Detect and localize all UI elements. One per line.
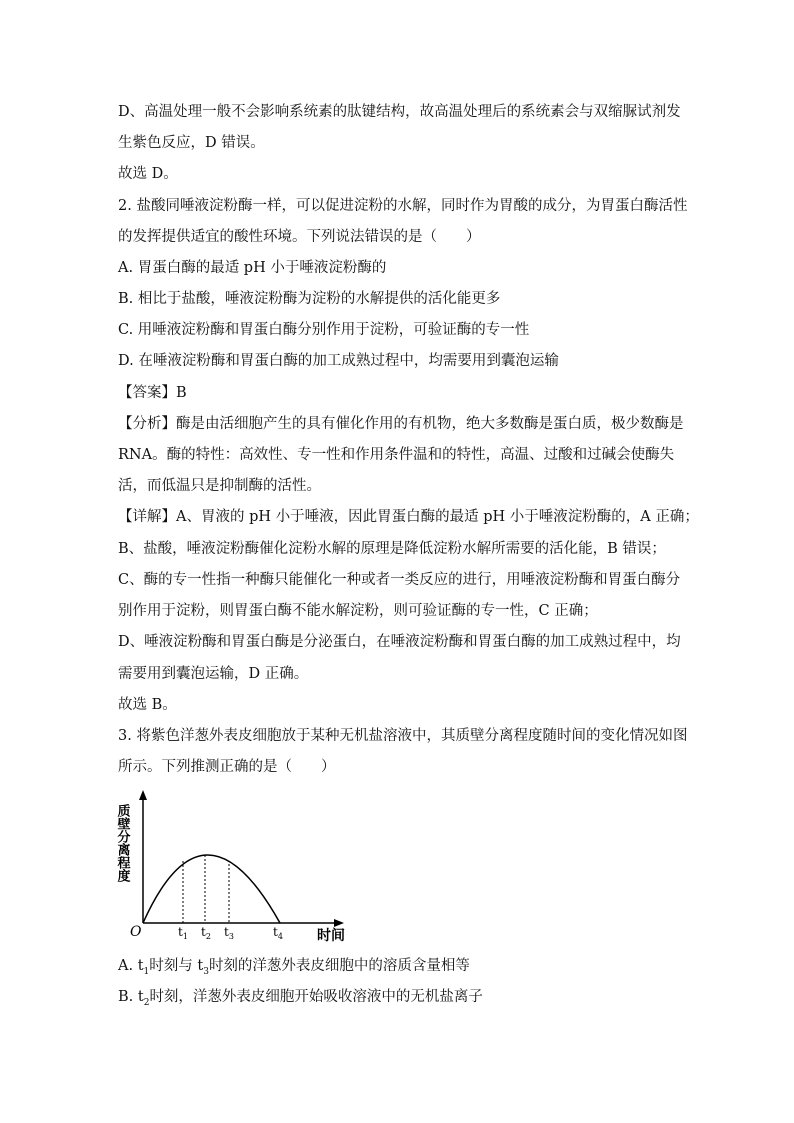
text-line: D、唾液淀粉酶和胃蛋白酶是分泌蛋白，在唾液淀粉酶和胃蛋白酶的加工成熟过程中，均 [118, 634, 681, 650]
tick-t3: $t_3$ [224, 925, 234, 941]
text-line: 生紫色反应，D 错误。 [118, 135, 265, 151]
x-axis-arrow [334, 919, 344, 927]
text-line: 所示。下列推测正确的是（ ） [118, 759, 336, 775]
text-line: 故选 D。 [118, 166, 178, 182]
text-line: 故选 B。 [118, 697, 177, 713]
text-line: 别作用于淀粉，则胃蛋白酶不能水解淀粉，则可验证酶的专一性，C 正确； [118, 603, 598, 619]
y-axis-label: 质壁分离程度 [114, 804, 130, 882]
tick-t1: $t_1$ [178, 925, 188, 941]
text-line: C、酶的专一性指一种酶只能催化一种或者一类反应的进行，用唾液淀粉酶和胃蛋白酶分 [118, 572, 681, 588]
option-a: A. $t_1$时刻与 $t_3$时刻的洋葱外表皮细胞中的溶质含量相等 [118, 958, 470, 977]
tick-t4: $t_4$ [273, 925, 283, 941]
tick-t2: $t_2$ [201, 925, 211, 941]
text-line: 2. 盐酸同唾液淀粉酶一样，可以促进淀粉的水解，同时作为胃酸的成分，为胃蛋白酶活性 [118, 198, 688, 214]
text-line: 3. 将紫色洋葱外表皮细胞放于某种无机盐溶液中，其质壁分离程度随时间的变化情况如图 [118, 728, 688, 744]
x-axis-label: 时间 [317, 928, 345, 944]
text-line: A. 胃蛋白酶的最适 pH 小于唾液淀粉酶的 [118, 260, 387, 276]
text-line: C. 用唾液淀粉酶和胃蛋白酶分别作用于淀粉，可验证酶的专一性 [118, 322, 530, 338]
y-axis-arrow [139, 790, 147, 800]
plasmolysis-graph [112, 788, 362, 948]
text-line: 活，而低温只是抑制酶的活性。 [118, 478, 321, 494]
text-line: 【答案】B [118, 385, 187, 401]
origin-label: O [130, 924, 142, 940]
text-line: 的发挥提供适宜的酸性环境。下列说法错误的是（ ） [118, 229, 481, 245]
text-line: D. 在唾液淀粉酶和胃蛋白酶的加工成熟过程中，均需要用到囊泡运输 [118, 353, 559, 369]
text-line: 【详解】A、胃液的 pH 小于唾液，因此胃蛋白酶的最适 pH 小于唾液淀粉酶的，A 正确； [118, 509, 699, 525]
text-line: B. 相比于盐酸，唾液淀粉酶为淀粉的水解提供的活化能更多 [118, 291, 501, 307]
text-line: B、盐酸，唾液淀粉酶催化淀粉水解的原理是降低淀粉水解所需要的活化能，B 错误； [118, 541, 666, 557]
option-b: B. $t_2$时刻，洋葱外表皮细胞开始吸收溶液中的无机盐离子 [118, 989, 483, 1008]
text-line: RNA。酶的特性：高效性、专一性和作用条件温和的特性，高温、过酸和过碱会使酶失 [118, 447, 675, 463]
text-line: 【分析】酶是由活细胞产生的具有催化作用的有机物，绝大多数酶是蛋白质，极少数酶是 [118, 416, 684, 432]
text-line: D、高温处理一般不会影响系统素的肽键结构，故高温处理后的系统素会与双缩脲试剂发 [118, 104, 681, 120]
text-line: 需要用到囊泡运输，D 正确。 [118, 666, 309, 682]
separation-curve [143, 855, 280, 923]
